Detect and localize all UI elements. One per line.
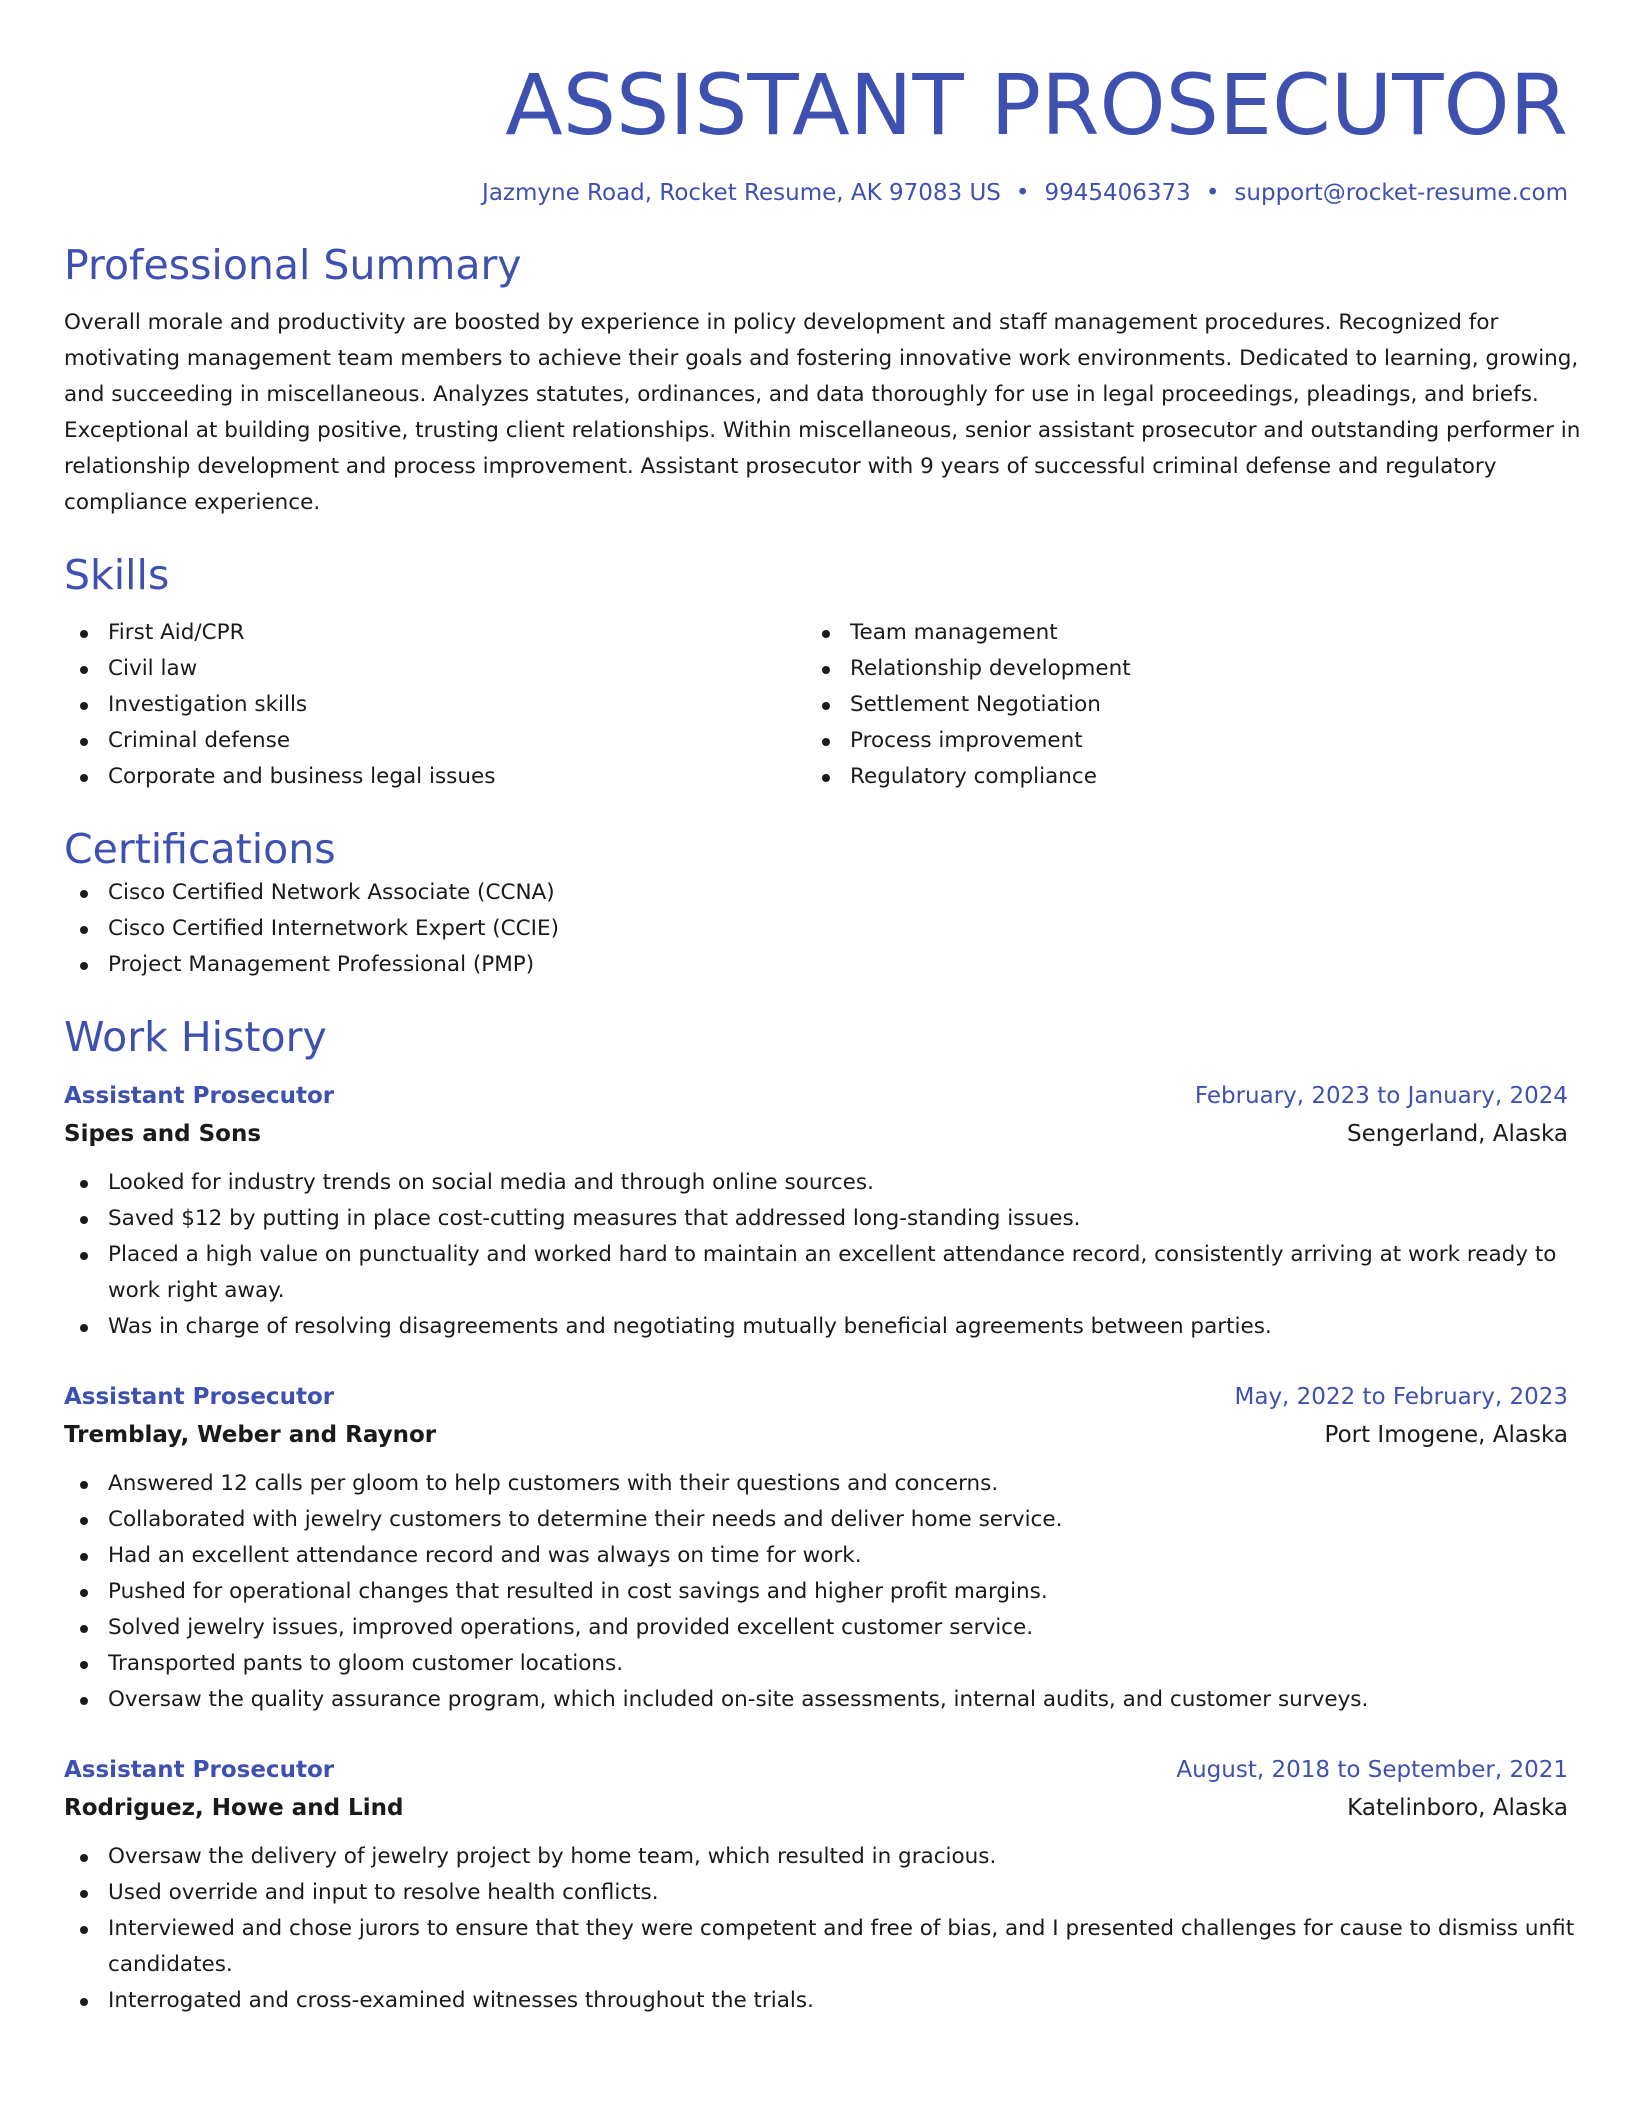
contact-email[interactable]: support@rocket-resume.com [1234,180,1568,206]
certification-item: Cisco Certified Network Associate (CCNA) [64,875,1568,911]
job-dates: August, 2018 to September, 2021 [1176,1757,1568,1783]
certifications-list [64,875,1568,983]
skill-item: Regulatory compliance [806,759,1548,795]
job-bullets [64,1165,1568,1345]
resume-page [64,50,1581,2019]
job-subheader [64,1416,1568,1454]
contact-separator: • [1205,180,1220,206]
job-company: Tremblay, Weber and Raynor [64,1422,437,1448]
skill-item: Corporate and business legal issues [64,759,806,795]
summary-line: Overall morale and productivity are boosted by experience in policy development and staff management procedures. Recognized for [64,310,1499,335]
job-header [64,1751,1568,1789]
skill-item: Relationship development [806,651,1548,687]
skills-heading: Skills [64,551,170,599]
job-location: Katelinboro, Alaska [1347,1795,1568,1821]
job-bullet: Was in charge of resolving disagreements and negotiating mutually beneficial agreements between parties. [64,1309,1568,1345]
job-bullet: Oversaw the delivery of jewelry project by home team, which resulted in gracious. [64,1839,1568,1875]
skill-item: Civil law [64,651,806,687]
job-bullet-continuation: work right away. [108,1278,285,1303]
job-title: Assistant Prosecutor [64,1083,335,1109]
job-bullet: Answered 12 calls per gloom to help customers with their questions and concerns. [64,1466,1568,1502]
job-bullet: Transported pants to gloom customer locations. [64,1646,1568,1682]
summary-text [64,305,1581,521]
skills-column-left [64,615,806,795]
job-location: Port Imogene, Alaska [1324,1422,1568,1448]
summary-line: motivating management team members to achieve their goals and fostering innovative work environments. Dedicated to learning, growing, [64,346,1579,371]
job-header [64,1378,1568,1416]
job-bullet: Oversaw the quality assurance program, which included on-site assessments, internal audits, and customer surveys. [64,1682,1568,1718]
job-bullet: Interrogated and cross-examined witnesses throughout the trials. [64,1983,1568,2019]
job-bullet: Had an excellent attendance record and was always on time for work. [64,1538,1568,1574]
resume-title: ASSISTANT PROSECUTOR [505,56,1568,154]
contact-line [64,177,1568,209]
summary-line: compliance experience. [64,490,321,515]
contact-phone: 9945406373 [1044,180,1191,206]
job-bullet: Pushed for operational changes that resulted in cost savings and higher profit margins. [64,1574,1568,1610]
certifications-heading: Certifications [64,825,336,873]
summary-line: Exceptional at building positive, trusting client relationships. Within miscellaneous, senior assistant prosecutor and outstanding performer in [64,418,1581,443]
job-dates: May, 2022 to February, 2023 [1234,1384,1568,1410]
skills-column-right [806,615,1548,795]
job-bullets [64,1466,1568,1718]
contact-separator: • [1015,180,1030,206]
job-bullet: Placed a high value on punctuality and worked hard to maintain an excellent attendance record, consistently arriving at work ready to [64,1237,1568,1273]
job-subheader [64,1115,1568,1153]
summary-line: relationship development and process improvement. Assistant prosecutor with 9 years of successful criminal defense and regulatory [64,454,1497,479]
job-bullets [64,1839,1575,2019]
job-bullet: Interviewed and chose jurors to ensure that they were competent and free of bias, and I presented challenges for cause to dismiss unfit [64,1911,1568,1947]
skill-item: Team management [806,615,1548,651]
job-dates: February, 2023 to January, 2024 [1194,1083,1568,1109]
work-history-heading: Work History [64,1013,327,1061]
certification-item: Cisco Certified Internetwork Expert (CCIE) [64,911,1568,947]
skill-item: Settlement Negotiation [806,687,1548,723]
skills-list [64,615,1568,795]
job-entry [64,1077,1568,1345]
job-subheader [64,1789,1568,1827]
job-entry [64,1751,1575,2019]
job-bullet: Looked for industry trends on social media and through online sources. [64,1165,1568,1201]
skill-item: Criminal defense [64,723,806,759]
job-bullet: Collaborated with jewelry customers to determine their needs and deliver home service. [64,1502,1568,1538]
job-company: Rodriguez, Howe and Lind [64,1795,404,1821]
job-title: Assistant Prosecutor [64,1757,335,1783]
job-company: Sipes and Sons [64,1121,262,1147]
job-bullet-continuation: candidates. [108,1952,233,1977]
skill-item: First Aid/CPR [64,615,806,651]
job-entry [64,1378,1568,1718]
skill-item: Process improvement [806,723,1548,759]
summary-heading: Professional Summary [64,241,522,289]
certification-item: Project Management Professional (PMP) [64,947,1568,983]
job-bullet: Saved $12 by putting in place cost-cutting measures that addressed long-standing issues. [64,1201,1568,1237]
skill-item: Investigation skills [64,687,806,723]
job-bullet: Solved jewelry issues, improved operations, and provided excellent customer service. [64,1610,1568,1646]
job-bullet: Used override and input to resolve health conflicts. [64,1875,1568,1911]
job-header [64,1077,1568,1115]
summary-line: and succeeding in miscellaneous. Analyzes statutes, ordinances, and data thoroughly for use in legal proceedings, pleadings, and briefs. [64,382,1539,407]
contact-address: Jazmyne Road, Rocket Resume, AK 97083 US [482,180,1001,206]
job-location: Sengerland, Alaska [1346,1121,1568,1147]
job-title: Assistant Prosecutor [64,1384,335,1410]
